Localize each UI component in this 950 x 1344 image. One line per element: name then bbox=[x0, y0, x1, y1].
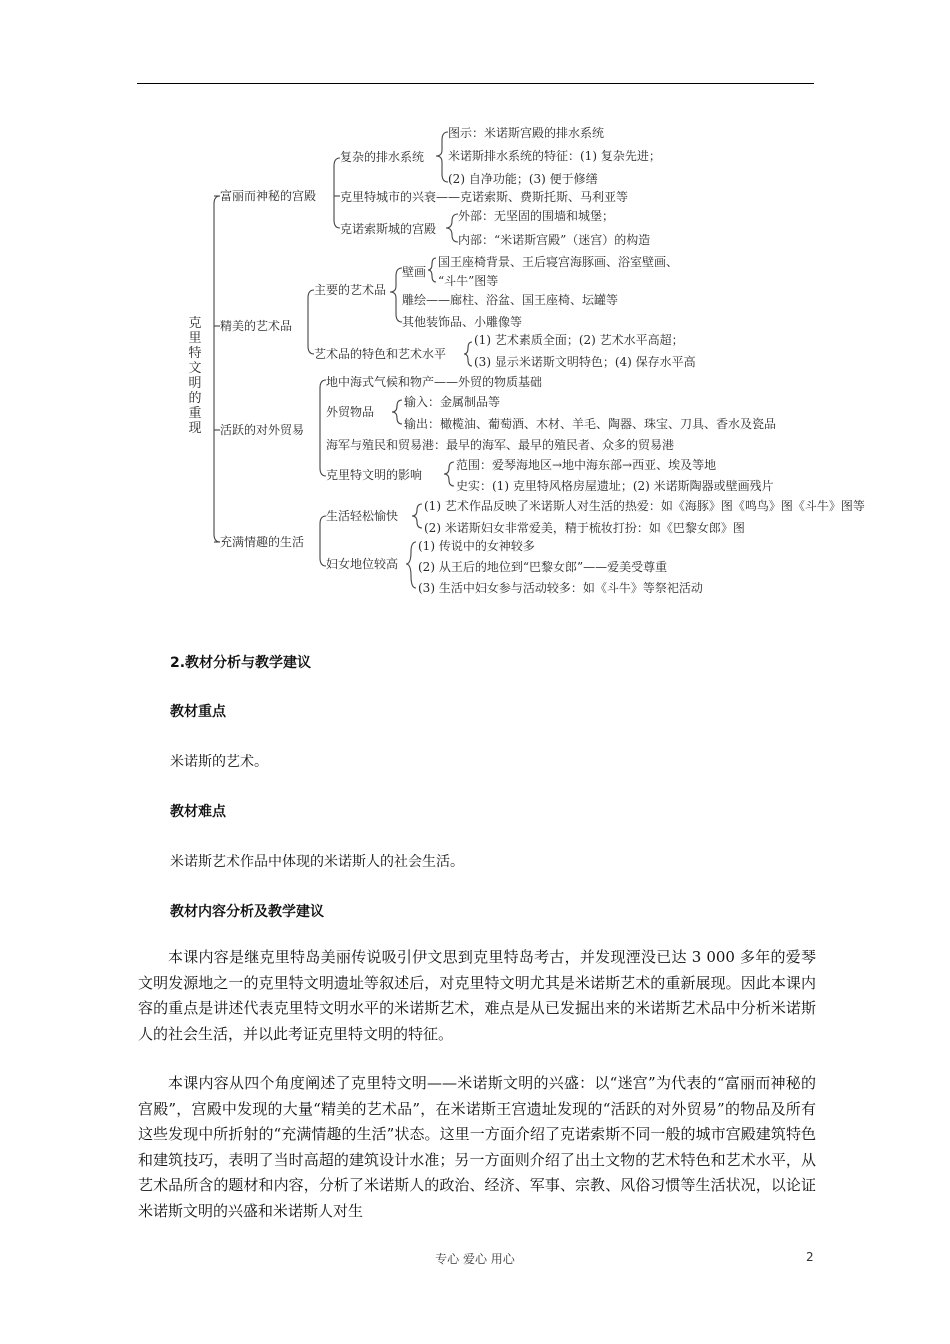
node-women-status-1: (1) 传说中的女神较多 bbox=[418, 539, 535, 553]
node-imports: 输入：金属制品等 bbox=[404, 395, 501, 409]
difficulty-text: 米诺斯艺术作品中体现的米诺斯人的社会生活。 bbox=[170, 854, 464, 870]
node-relaxed-life: 生活轻松愉快 bbox=[326, 509, 399, 523]
branch-palace: 富丽而神秘的宫殿 bbox=[220, 189, 317, 203]
node-exports: 输出：橄榄油、葡萄酒、木材、羊毛、陶器、珠宝、刀具、香水及瓷品 bbox=[404, 417, 777, 431]
node-women-status: 妇女地位较高 bbox=[326, 557, 399, 571]
node-wall-painting-1: 国王座椅背景、王后寝宫海豚画、浴室壁画、 bbox=[438, 255, 679, 269]
difficulty-title: 教材难点 bbox=[170, 804, 226, 820]
b2-bracket bbox=[308, 290, 314, 354]
footer-motto: 专心 爱心 用心 bbox=[435, 1252, 515, 1266]
b2-1-brace bbox=[390, 268, 402, 322]
node-influence-scope: 范围：爱琴海地区→地中海东部→西亚、埃及等地 bbox=[456, 458, 717, 472]
branch-life: 充满情趣的生活 bbox=[220, 535, 305, 549]
wall-painting-brace bbox=[428, 258, 436, 282]
analysis-paragraph-1: 本课内容是继克里特岛美丽传说吸引伊文思到克里特岛考古，并发现湮没已达 3 000 多年的爱琴文明发源地之一的克里特文明遗址等叙述后，对克里特文明尤其是米诺斯艺术的重新展现。因此本课内容的重点是讲述代表克里特文明水平的米诺斯艺术，难点是从已发掘出来的米诺斯艺术品中分析米诺斯人的社会生活，并以此考证克里特文明的特征。 bbox=[138, 948, 816, 1043]
b1-1-brace bbox=[436, 132, 448, 182]
b3-4-brace bbox=[444, 462, 454, 486]
diagram-root-label: 克里特文明的重现 bbox=[188, 316, 202, 436]
focus-text: 米诺斯的艺术。 bbox=[170, 754, 268, 770]
node-influence-evidence: 史实：(1) 克里特风格房屋遗址；(2) 米诺斯陶器或壁画残片 bbox=[456, 479, 774, 493]
b4-1-brace bbox=[412, 504, 422, 528]
node-wall-painting: 壁画 bbox=[402, 265, 427, 279]
node-trade-goods: 外贸物品 bbox=[326, 405, 375, 419]
b2-2-brace bbox=[464, 342, 472, 366]
page-number: 2 bbox=[806, 1250, 814, 1264]
branch-artworks: 精美的艺术品 bbox=[220, 319, 293, 333]
node-drainage-features-2: (2) 自净功能；(3) 便于修缮 bbox=[448, 172, 598, 186]
analysis-title: 教材内容分析及教学建议 bbox=[170, 904, 324, 920]
node-knossos-palace: 克诺索斯城的宫殿 bbox=[340, 222, 437, 236]
node-relaxed-life-1: (1) 艺术作品反映了米诺斯人对生活的热爱：如《海豚》图《鸣鸟》图《斗牛》图等 bbox=[424, 499, 865, 513]
header-rule bbox=[137, 83, 814, 84]
b1-3-brace bbox=[446, 214, 458, 242]
node-city-rise-fall: 克里特城市的兴衰——克诺索斯、费斯托斯、马利亚等 bbox=[340, 190, 629, 204]
node-main-artworks: 主要的艺术品 bbox=[314, 283, 387, 297]
b3-bracket bbox=[320, 380, 326, 476]
root-bracket bbox=[214, 196, 220, 542]
node-art-features-2: (3) 显示米诺斯文明特色；(4) 保存水平高 bbox=[474, 355, 696, 369]
focus-title: 教材重点 bbox=[170, 704, 226, 720]
section-heading: 2.教材分析与教学建议 bbox=[170, 655, 312, 671]
node-art-features: 艺术品的特色和艺术水平 bbox=[314, 347, 447, 361]
node-climate: 地中海式气候和物产——外贸的物质基础 bbox=[326, 375, 543, 389]
node-influence: 克里特文明的影响 bbox=[326, 468, 423, 482]
analysis-paragraph-2: 本课内容从四个角度阐述了克里特文明——米诺斯文明的兴盛：以“迷宫”为代表的“富丽而神秘的宫殿”，宫殿中发现的大量“精美的艺术品”，在米诺斯王宫遗址发现的“活跃的对外贸易”的物品及所有这些发现中所折射的“充满情趣的生活”状态。这里一方面介绍了克诺索斯不同一般的城市宫殿建筑特色和建筑技巧，表明了当时高超的建筑设计水准；另一方面则介绍了出土文物的艺术特色和艺术水平，从艺术品所含的题材和内容，分析了米诺斯人的政治、经济、军事、宗教、风俗习惯等生活状况，以论证米诺斯文明的兴盛和米诺斯人对生 bbox=[138, 1074, 816, 1220]
node-drainage-diagram: 图示：米诺斯宫殿的排水系统 bbox=[448, 126, 605, 140]
node-women-status-3: (3) 生活中妇女参与活动较多：如《斗牛》等祭祀活动 bbox=[418, 581, 703, 595]
node-navy-colonies: 海军与殖民和贸易港：最早的海军、最早的殖民者、众多的贸易港 bbox=[326, 438, 675, 452]
node-palace-exterior: 外部：无坚固的围墙和城堡； bbox=[458, 209, 615, 223]
node-women-status-2: (2) 从王后的地位到“巴黎女郎”——爱美受尊重 bbox=[418, 560, 668, 574]
node-palace-interior: 内部：“米诺斯宫殿”（迷宫）的构造 bbox=[458, 233, 651, 247]
node-carving: 雕绘——廊柱、浴盆、国王座椅、坛罐等 bbox=[402, 293, 619, 307]
node-wall-painting-2: “斗牛”图等 bbox=[438, 274, 499, 288]
node-drainage-features: 米诺斯排水系统的特征：(1) 复杂先进； bbox=[448, 149, 661, 163]
node-drainage: 复杂的排水系统 bbox=[340, 150, 425, 164]
b4-2-brace bbox=[406, 542, 416, 588]
concept-map bbox=[180, 118, 920, 618]
branch-trade: 活跃的对外贸易 bbox=[220, 423, 305, 437]
b3-2-brace bbox=[392, 400, 402, 424]
node-relaxed-life-2: (2) 米诺斯妇女非常爱美，精于梳妆打扮：如《巴黎女郎》图 bbox=[424, 521, 745, 535]
node-art-features-1: (1) 艺术素质全面；(2) 艺术水平高超； bbox=[474, 333, 684, 347]
node-other-decor: 其他装饰品、小雕像等 bbox=[402, 315, 523, 329]
